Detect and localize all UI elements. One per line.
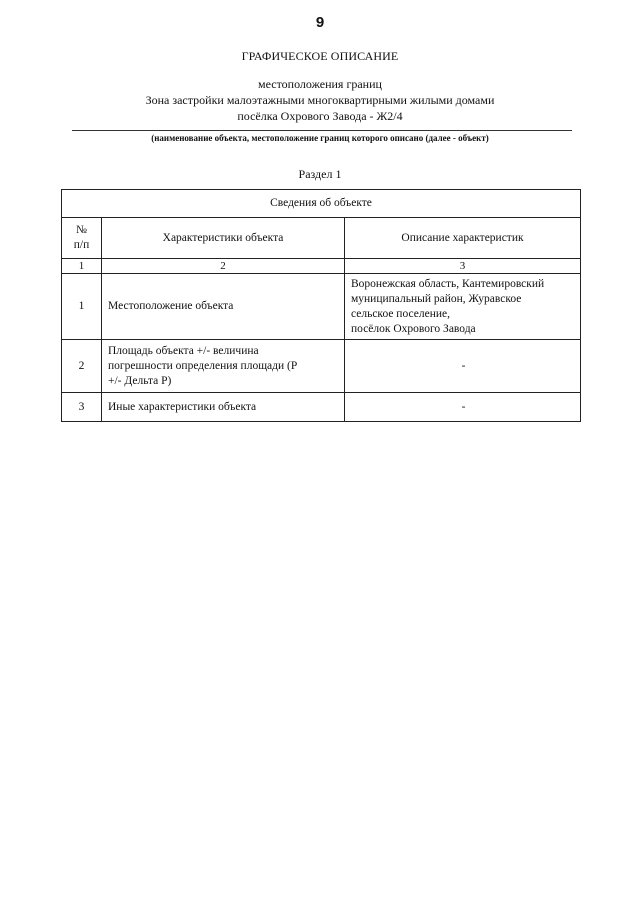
characteristic-line: +/- Дельта Р) [108, 374, 172, 387]
page-number: 9 [315, 14, 325, 31]
column-header-description: Описание характеристик [345, 218, 581, 259]
row-description: - [345, 393, 581, 422]
row-characteristic: Местоположение объекта [102, 274, 345, 340]
subtitle-line: посёлка Охрового Завода - Ж2/4 [237, 109, 403, 123]
row-description [345, 274, 581, 340]
table-header: Сведения об объекте [62, 190, 581, 218]
row-number: 3 [62, 393, 102, 422]
table-header-row [62, 190, 581, 218]
subtitle-line: местоположения границ [258, 77, 382, 91]
title-underline [72, 130, 572, 131]
column-header-row [62, 218, 581, 259]
object-caption: (наименование объекта, местоположение границ которого описано (далее - объект) [151, 133, 489, 143]
row-number: 1 [62, 274, 102, 340]
object-subtitle [60, 76, 580, 124]
characteristic-line: Площадь объекта +/- величина [108, 344, 259, 357]
column-index: 3 [345, 259, 581, 274]
column-header-num [62, 218, 102, 259]
row-characteristic: Иные характеристики объекта [102, 393, 345, 422]
table-row [62, 340, 581, 393]
column-index: 2 [102, 259, 345, 274]
row-number: 2 [62, 340, 102, 393]
characteristic-line: погрешности определения площади (Р [108, 359, 298, 372]
description-line: посёлок Охрового Завода [351, 322, 476, 335]
description-line: Воронежская область, Кантемировский [351, 277, 545, 290]
section-title: Раздел 1 [298, 167, 342, 181]
column-header-num-line: № [76, 224, 87, 236]
object-info-table [61, 189, 581, 422]
table-row [62, 274, 581, 340]
column-index-row [62, 259, 581, 274]
row-description: - [345, 340, 581, 393]
column-index: 1 [62, 259, 102, 274]
column-header-characteristics: Характеристики объекта [102, 218, 345, 259]
column-header-num-line: п/п [73, 239, 90, 251]
table-row [62, 393, 581, 422]
document-title: ГРАФИЧЕСКОЕ ОПИСАНИЕ [241, 49, 399, 63]
row-characteristic [102, 340, 345, 393]
description-line: сельское поселение, [351, 307, 450, 320]
description-line: муниципальный район, Журавское [351, 292, 522, 305]
subtitle-line: Зона застройки малоэтажными многоквартирными жилыми домами [145, 93, 495, 107]
